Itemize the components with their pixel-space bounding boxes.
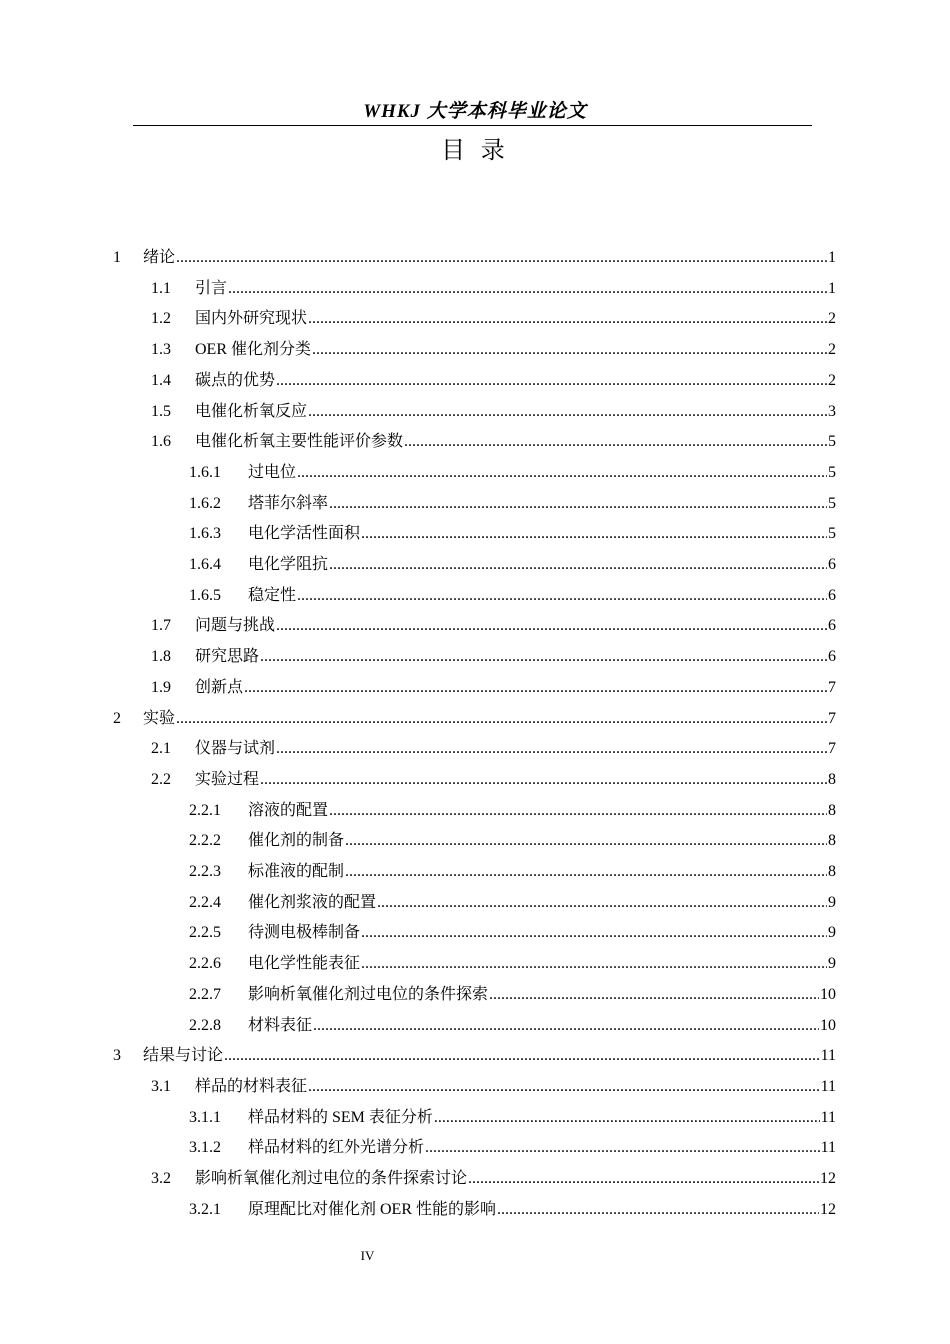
toc-entry-label: 绪论 — [143, 249, 176, 266]
toc-entry-number: 2 — [113, 709, 121, 727]
toc-entry-page: 12 — [820, 1170, 836, 1187]
toc-entry-page: 2 — [828, 341, 836, 359]
toc-entry-label: 仪器与试剂 — [195, 740, 276, 758]
toc-dot-leader — [224, 1041, 820, 1071]
toc-entry-number: 1.9 — [151, 678, 171, 696]
toc-entry[interactable] — [189, 489, 836, 519]
toc-dot-leader — [276, 611, 827, 641]
toc-entry[interactable] — [113, 704, 836, 734]
toc-entry[interactable] — [189, 857, 836, 887]
toc-entry-label: 催化剂的制备 — [248, 832, 345, 850]
toc-entry[interactable] — [189, 1011, 836, 1041]
toc-entry[interactable] — [151, 1072, 836, 1102]
toc-entry-page: 5 — [828, 494, 836, 512]
toc-entry-number: 1.3 — [151, 341, 171, 359]
toc-entry-label: 电化学阻抗 — [248, 556, 329, 573]
toc-entry[interactable] — [151, 611, 836, 641]
toc-entry-label: OER 催化剂分类 — [195, 341, 312, 359]
toc-dot-leader — [276, 734, 827, 764]
toc-dot-leader — [244, 673, 827, 703]
toc-entry-label: 电催化析氧主要性能评价参数 — [195, 433, 404, 451]
toc-dot-leader — [329, 489, 827, 519]
toc-entry-page: 11 — [820, 1077, 836, 1095]
toc-entry-page: 3 — [828, 402, 836, 420]
toc-entry[interactable] — [189, 796, 836, 826]
toc-entry[interactable] — [151, 1164, 836, 1194]
toc-entry[interactable] — [151, 734, 836, 764]
toc-entry-label: 样品材料的 SEM 表征分析 — [248, 1108, 433, 1126]
toc-entry-number: 2.1 — [151, 740, 171, 758]
toc-entry-label: 塔菲尔斜率 — [248, 494, 329, 512]
toc-entry-page: 2 — [828, 310, 836, 328]
toc-entry[interactable] — [189, 1133, 836, 1163]
toc-entry-number: 1.6.1 — [189, 463, 221, 481]
toc-entry-page: 8 — [828, 801, 836, 819]
toc-entry-page: 9 — [828, 955, 836, 973]
toc-entry-page: 6 — [828, 586, 836, 604]
toc-entry-label: 样品材料的红外光谱分析 — [248, 1139, 425, 1157]
toc-entry-number: 2.2.2 — [189, 832, 221, 850]
toc-dot-leader — [308, 1072, 820, 1102]
toc-entry-label: 待测电极棒制备 — [248, 924, 361, 942]
toc-entry[interactable] — [151, 366, 836, 396]
toc-entry-number: 3.2.1 — [189, 1200, 221, 1218]
toc-entry[interactable] — [189, 1195, 836, 1225]
toc-dot-leader — [308, 304, 827, 334]
toc-dot-leader — [468, 1164, 819, 1194]
toc-entry-label: 原理配比对催化剂 OER 性能的影响 — [248, 1200, 497, 1218]
toc-entry-number: 2.2.8 — [189, 1016, 221, 1034]
toc-entry-label: 实验 — [143, 709, 176, 727]
toc-entry-page: 7 — [828, 709, 836, 727]
toc-dot-leader — [345, 826, 827, 856]
toc-entry-number: 1.6.2 — [189, 494, 221, 512]
toc-entry-page: 11 — [820, 1139, 836, 1157]
toc-entry-number: 1 — [113, 249, 121, 266]
toc-entry[interactable] — [189, 826, 836, 856]
toc-entry[interactable] — [151, 304, 836, 334]
toc-dot-leader — [297, 458, 827, 488]
footer-page-number: IV — [360, 1248, 375, 1263]
toc-entry-label: 电催化析氧反应 — [195, 402, 308, 420]
toc-dot-leader — [176, 704, 827, 734]
toc-entry-number: 1.6.4 — [189, 556, 221, 573]
toc-entry-label: 样品的材料表征 — [195, 1077, 308, 1095]
toc-dot-leader — [228, 274, 827, 304]
toc-entry[interactable] — [189, 888, 836, 918]
toc-dot-leader — [308, 397, 827, 427]
toc-dot-leader — [260, 765, 827, 795]
toc-entry[interactable] — [151, 427, 836, 457]
running-header-title: WHKJ 大学本科毕业论文 — [363, 101, 587, 122]
toc-entry-page: 5 — [828, 433, 836, 451]
toc-dot-leader — [377, 888, 827, 918]
toc-entry-page: 8 — [828, 770, 836, 788]
toc-entry-page: 1 — [828, 279, 836, 297]
header-divider — [133, 125, 812, 126]
toc-dot-leader — [312, 335, 827, 365]
toc-entry-number: 1.8 — [151, 648, 171, 666]
toc-entry-page: 8 — [828, 832, 836, 850]
toc-entry-page: 7 — [828, 678, 836, 696]
page-title: 目 录 — [441, 136, 509, 164]
toc-entry[interactable] — [189, 550, 836, 580]
toc-entry[interactable] — [189, 1103, 836, 1133]
toc-entry[interactable] — [151, 397, 836, 427]
toc-entry-label: 结果与讨论 — [143, 1047, 224, 1065]
toc-entry-label: 引言 — [195, 279, 228, 297]
toc-entry-label: 影响析氧催化剂过电位的条件探索 — [248, 985, 489, 1003]
toc-entry-number: 1.1 — [151, 279, 171, 297]
toc-dot-leader — [361, 519, 827, 549]
toc-entry-number: 1.6 — [151, 433, 171, 451]
toc-entry-page: 8 — [828, 863, 836, 880]
toc-entry-number: 2.2.1 — [189, 801, 221, 819]
toc-dot-leader — [297, 581, 827, 611]
toc-entry-page: 2 — [828, 371, 836, 389]
toc-entry-label: 稳定性 — [248, 586, 297, 604]
toc-entry-page: 10 — [820, 1016, 836, 1034]
toc-entry-number: 3.1.2 — [189, 1139, 221, 1157]
toc-entry-label: 电化学活性面积 — [248, 525, 361, 543]
toc-entry-label: 国内外研究现状 — [195, 310, 308, 328]
toc-entry-number: 2.2 — [151, 770, 171, 788]
toc-entry-label: 电化学性能表征 — [248, 955, 361, 973]
toc-entry[interactable] — [151, 335, 836, 365]
toc-dot-leader — [425, 1133, 820, 1163]
toc-dot-leader — [361, 918, 827, 948]
toc-entry-number: 1.6.5 — [189, 586, 221, 604]
toc-entry-number: 2.2.7 — [189, 985, 221, 1003]
toc-dot-leader — [497, 1195, 819, 1225]
toc-entry-label: 创新点 — [195, 678, 244, 696]
toc-dot-leader — [313, 1011, 819, 1041]
toc-entry-label: 实验过程 — [195, 770, 260, 788]
toc-dot-leader — [329, 796, 827, 826]
toc-dot-leader — [329, 550, 827, 580]
toc-entry-page: 7 — [828, 740, 836, 758]
toc-dot-leader — [434, 1103, 820, 1133]
toc-entry[interactable] — [151, 642, 836, 672]
toc-entry-page: 6 — [828, 648, 836, 666]
toc-entry[interactable] — [151, 274, 836, 304]
toc-entry[interactable] — [113, 1041, 836, 1071]
toc-dot-leader — [276, 366, 827, 396]
toc-entry-page: 9 — [828, 924, 836, 942]
toc-dot-leader — [260, 642, 827, 672]
toc-entry[interactable] — [189, 519, 836, 549]
toc-entry-label: 过电位 — [248, 463, 297, 481]
toc-entry[interactable] — [189, 949, 836, 979]
toc-dot-leader — [361, 949, 827, 979]
toc-entry-number: 1.6.3 — [189, 525, 221, 543]
toc-entry-page: 10 — [820, 985, 836, 1003]
toc-entry-page: 1 — [828, 249, 836, 266]
toc-entry-number: 1.2 — [151, 310, 171, 328]
toc-dot-leader — [404, 427, 827, 457]
toc-entry-number: 3.1 — [151, 1077, 171, 1095]
toc-entry-number: 1.4 — [151, 371, 171, 389]
toc-entry-number: 1.7 — [151, 617, 171, 635]
toc-dot-leader — [345, 857, 827, 887]
toc-dot-leader — [489, 980, 819, 1010]
toc-entry[interactable] — [151, 673, 836, 703]
toc-entry-page: 5 — [828, 525, 836, 543]
toc-entry-page: 11 — [820, 1047, 836, 1065]
toc-entry-number: 3.2 — [151, 1170, 171, 1187]
toc-entry-label: 溶液的配置 — [248, 801, 329, 819]
toc-entry-page: 5 — [828, 463, 836, 481]
toc-entry[interactable] — [189, 458, 836, 488]
toc-entry-number: 2.2.4 — [189, 893, 221, 911]
toc-entry-page: 6 — [828, 617, 836, 635]
toc-entry-page: 12 — [820, 1200, 836, 1218]
toc-entry-label: 碳点的优势 — [195, 371, 276, 389]
toc-entry-label: 问题与挑战 — [195, 617, 276, 635]
toc-entry[interactable] — [189, 918, 836, 948]
toc-entry-label: 影响析氧催化剂过电位的条件探索讨论 — [195, 1170, 468, 1187]
toc-entry-label: 标准液的配制 — [248, 863, 345, 880]
toc-entry-number: 3 — [113, 1047, 121, 1065]
toc-entry[interactable] — [189, 581, 836, 611]
toc-entry-page: 6 — [828, 556, 836, 573]
toc-entry-number: 2.2.5 — [189, 924, 221, 942]
toc-entry-label: 材料表征 — [248, 1016, 313, 1034]
toc-entry-page: 11 — [820, 1108, 836, 1126]
toc-dot-leader — [176, 243, 827, 273]
toc-entry-number: 3.1.1 — [189, 1108, 221, 1126]
toc-entry[interactable] — [151, 765, 836, 795]
toc-entry-label: 研究思路 — [195, 648, 260, 666]
toc-entry-number: 2.2.3 — [189, 863, 221, 880]
toc-entry-label: 催化剂浆液的配置 — [248, 893, 377, 911]
toc-entry[interactable] — [189, 980, 836, 1010]
toc-entry-number: 2.2.6 — [189, 955, 221, 973]
toc-entry-page: 9 — [828, 893, 836, 911]
toc-entry-number: 1.5 — [151, 402, 171, 420]
toc-entry[interactable] — [113, 243, 836, 273]
